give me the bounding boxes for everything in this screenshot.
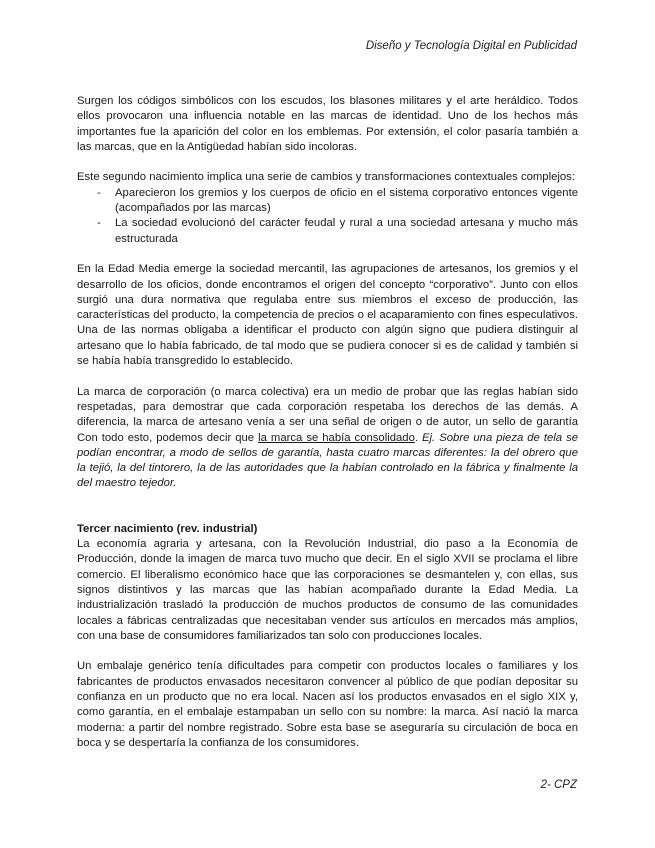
separator-text: . (414, 431, 423, 444)
paragraph-industrial-revolution: La economía agraria y artesana, con la Revolución Industrial, dio paso a la Economía de Producción, donde la imagen de marca tuvo mucho que decir. En el siglo XVII se proclama el libre comercio. El liberalismo económico hace que las corporaciones se desmantelen y, con ellas, sus signos distintivos y las marcas que las habían acompañado durante la Edad Media. La industrialización trasladó la producción de muchos productos de consumo de las comunidades locales a fábricas centralizadas que necesitaban vender sus artículos en mercados más amplios, con una base de consumidores familiarizados tan solo con producciones locales. (77, 538, 578, 642)
corporate-mark-text: La marca de corporación (o marca colectiva) era un medio de probar que las reglas habían sido respetadas, para demostrar que cada corporación respetaba los derechos de las demás. A diferencia, la marca de artesano venía a ser una señal de origen o de autor, un sello de garantía Con todo esto, podemos decir que (77, 385, 578, 444)
page-number: 2- CPZ (540, 779, 577, 791)
underlined-phrase: la marca se había consolidado (258, 431, 415, 444)
paragraph-corporate-mark (77, 385, 578, 492)
paragraph-middle-ages: En la Edad Media emerge la sociedad mercantil, las agrupaciones de artesanos, los gremios y el desarrollo de los oficios, donde encontramos el origen del concepto “corporativo”. Junto con ellos surgió una dura normativa que regulaba entre sus miembros el exceso de producción, las características del producto, la competencia de precios o el acaparamiento con fines especulativos. Una de las normas obligaba a identificar el producto con algún signo que pudiera distinguir al artesano que lo había fabricado, de tal modo que se pudiera conocer si es de calidad y también si se había había transgredido lo establecido. (77, 263, 578, 368)
section-heading: Tercer nacimiento (rev. industrial) (77, 522, 258, 535)
paragraph-heraldry: Surgen los códigos simbólicos con los escudos, los blasones militares y el arte heráldico. Todos ellos provocaron una influencia notable en las marcas de identidad. Uno de los hechos más importantes fue la aparición del color en los emblemas. Por extensión, el color pasaría también a las marcas, que en la Antigüedad habían sido incoloras. (77, 95, 578, 153)
paragraph-modern-brand: Un embalaje genérico tenía dificultades para competir con productos locales o familiares y los fabricantes de productos envasados necesitaron convencer al público de que podían depositar su confianza en un producto que no era local. Nacen así los productos envasados en el siglo XIX y, como garantía, en el embalaje estampaban un sello con su nombre: la marca. Así nació la marca moderna: a partir del nombre registrado. Sobre esta base se aseguraría su circulación de boca en boca y se despertaría la confianza de los consumidores. (77, 660, 578, 749)
paragraph-second-birth-intro: Este segundo nacimiento implica una serie de cambios y transformaciones contextuales complejos: (77, 171, 575, 184)
bullet-list (77, 186, 578, 247)
italic-example: Ej. Sobre una pieza de tela se podían encontrar, a modo de sellos de garantía, hasta cuatro marcas diferentes: la del obrero que la tejió, la del tintorero, la de las autoridades que la habían controlado en la fábrica y finalmente la del maestro tejedor. (77, 431, 579, 490)
running-header: Diseño y Tecnología Digital en Publicidad (365, 40, 577, 52)
list-item: - La sociedad evolucionó del carácter feudal y rural a una sociedad artesana y mucho más estructurada (97, 216, 578, 247)
body-text (77, 94, 578, 751)
list-item: - Aparecieron los gremios y los cuerpos de oficio en el sistema corporativo entonces vigente (acompañados por las marcas) (97, 186, 578, 217)
